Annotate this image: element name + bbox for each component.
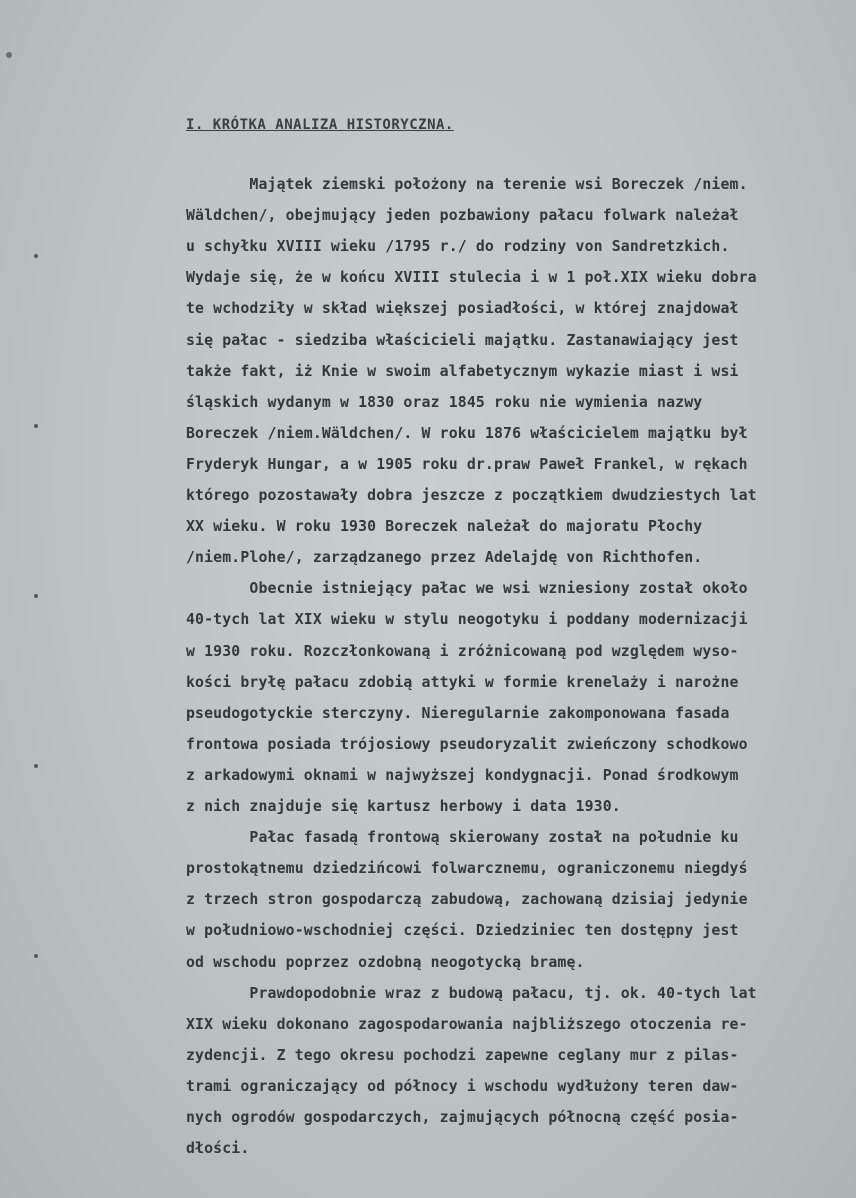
binder-hole-mark [34,424,38,428]
text-line: z nich znajduje się kartusz herbowy i data 1930. [186,798,621,815]
text-line: z trzech stron gospodarczą zabudową, zachowaną dzisiaj jedynie [186,891,748,909]
binder-hole-mark [34,954,38,958]
text-line: Wäldchen/, obejmujący jeden pozbawiony pałacu folwark należał [186,207,739,225]
text-line: od wschodu poprzez ozdobną neogotycką bramę. [186,953,585,971]
text-line: którego pozostawały dobra jeszcze z początkiem dwudziestych lat [186,487,757,504]
text-line: kości bryłę pałacu zdobią attyki w formie krenelaży i narożne [186,673,739,691]
text-line: się pałac - siedziba właścicieli majątku. Zastanawiający jest [186,331,739,349]
text-line: frontowa posiada trójosiowy pseudoryzalit zwieńczony schodkowo [186,735,748,753]
text-line: Wydaje się, że w końcu XVIII stulecia i w 1 poł.XIX wieku dobra [186,269,757,287]
binder-hole-mark [34,594,38,598]
binder-hole-mark [34,764,38,768]
text-line: u schyłku XVIII wieku /1795 r./ do rodziny von Sandretzkich. [186,238,730,256]
text-line: pseudogotyckie sterczyny. Nieregularnie zakomponowana fasada [186,704,730,722]
text-line: Boreczek /niem.Wäldchen/. W roku 1876 właścicielem majątku był [186,424,748,442]
text-line: dłości. [186,1140,250,1158]
text-line: trami ograniczający od północy i wschodu wydłużony teren daw- [186,1077,739,1095]
text-line: zydencji. Z tego okresu pochodzi zapewne ceglany mur z pilas- [186,1046,739,1064]
text-line: także fakt, iż Knie w swoim alfabetycznym wykazie miast i wsi [186,362,739,380]
text-line: XIX wieku dokonano zagospodarowania najbliższego otoczenia re- [186,1015,748,1033]
text-line: Obecnie istniejący pałac we wsi wzniesiony został około [186,580,748,598]
text-line: XX wieku. W roku 1930 Boreczek należał do majoratu Płochy [186,518,703,536]
text-line: 40-tych lat XIX wieku w stylu neogotyku i poddany modernizacji [186,611,748,629]
text-line: Prawdopodobnie wraz z budową pałacu, tj. ok. 40-tych lat [186,984,757,1002]
text-line: Fryderyk Hungar, a w 1905 roku dr.praw Paweł Frankel, w rękach [186,455,748,473]
text-line: w południowo-wschodniej części. Dziedziniec ten dostępny jest [186,922,739,940]
text-line: z arkadowymi oknami w najwyższej kondygnacji. Ponad środkowym [186,766,739,784]
text-line: Majątek ziemski położony na terenie wsi Boreczek /niem. [186,176,748,193]
text-line: /niem.Plohe/, zarządzanego przez Adelajdę von Richthofen. [186,549,703,567]
paper-mark [6,52,12,58]
text-line: te wchodziły w skład większej posiadłości, w której znajdował [186,300,739,318]
text-line: nych ogrodów gospodarczych, zajmujących północną część posia- [186,1109,739,1126]
text-line: prostokątnemu dziedzińcowi folwarcznemu, ograniczonemu niegdyś [186,860,748,878]
text-line: Pałac fasadą frontową skierowany został na południe ku [186,829,739,847]
binder-hole-mark [34,254,38,258]
text-line: śląskich wydanym w 1830 oraz 1845 roku nie wymienia nazwy [186,393,703,411]
text-line: w 1930 roku. Rozczłonkowaną i zróżnicowaną pod względem wyso- [186,642,739,660]
section-heading: I. KRÓTKA ANALIZA HISTORYCZNA. [186,117,454,133]
